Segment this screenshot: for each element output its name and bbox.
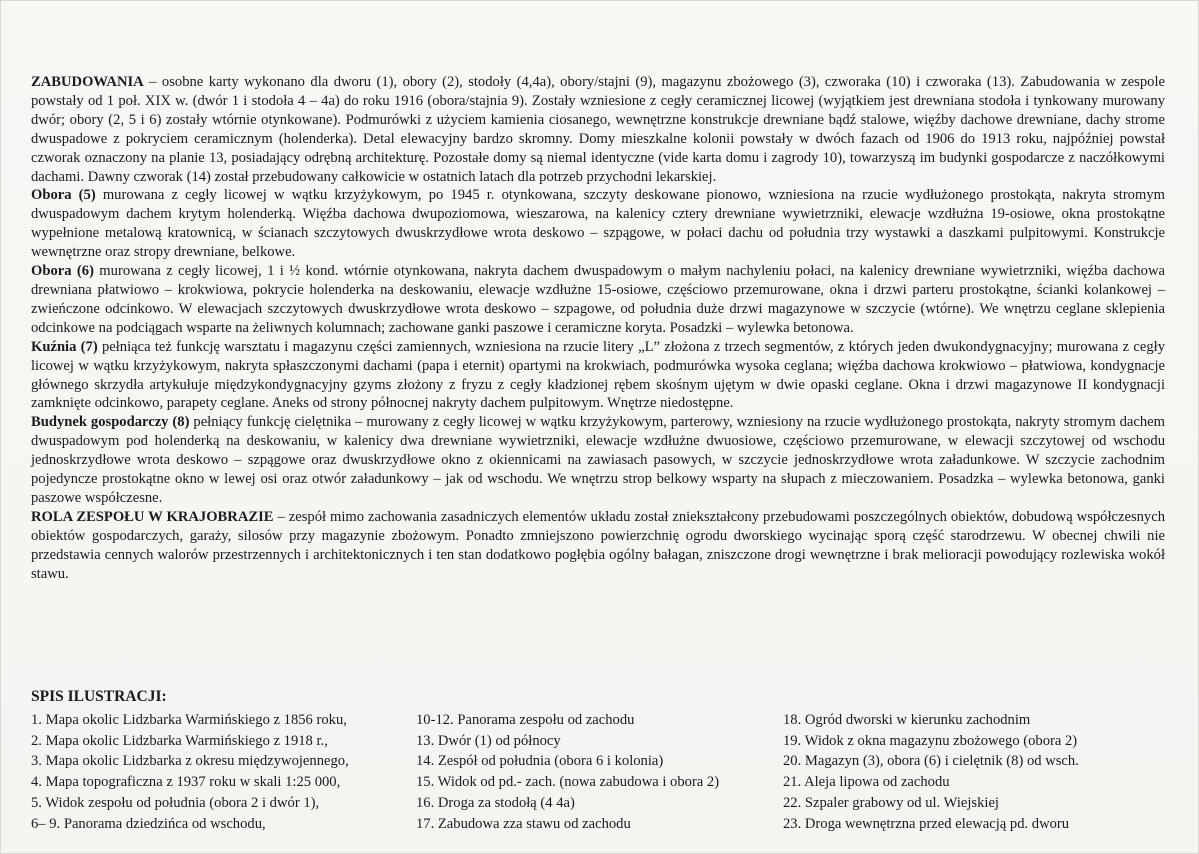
paragraph-lead: ROLA ZESPOŁU W KRAJOBRAZIE (31, 508, 274, 525)
illustrations-heading: SPIS ILUSTRACJI: (31, 688, 167, 705)
paragraph-lead: Obora (5) (31, 187, 96, 204)
illustration-item: 1. Mapa okolic Lidzbarka Warmińskiego z 1856 roku, (31, 712, 347, 728)
illustrations-column-2 (416, 710, 719, 834)
illustration-item: 22. Szpaler grabowy od ul. Wiejskiej (783, 794, 999, 811)
paragraph-body: pełniący funkcję cielętnika – murowany z cegły licowej w wątku krzyżykowym, parterowy, wzniesiony na rzucie wydłużonego prostokąta, nakryty stromym dachem dwuspadowym pod holenderką na deskowaniu, w kalenicy dwa drewniane wywietrzniki, elewacje wzdłużne dwuosiowe, częściowo przemurowane, w elewacji szczytowej od wschodu jednoskrzydłowe wrota deskowo – szpągowe oraz dwuskrzydłowe okno z okiennicami na zawiasach pasowych, w szczycie jednoskrzydłowe wrota załadunkowe. W szczycie zachodnim pojedyncze prostokątne okno w lewej osi oraz otwór załadunkowy – jak od wschodu. We wnętrzu strop belkowy wsparty na słupach z mieczowaniem. Posadzka – wylewka betonowa, ganki paszowe współczesne. (31, 414, 1165, 506)
illustration-item: 23. Droga wewnętrzna przed elewacją pd. dworu (783, 815, 1070, 832)
paragraph-lead: Budynek gospodarczy (8) (31, 414, 190, 431)
description-text (31, 73, 1165, 583)
illustration-item: 6– 9. Panorama dziedzińca od wschodu, (31, 815, 266, 832)
paragraph-lead: Obora (6) (31, 263, 94, 280)
illustration-item: 20. Magazyn (3), obora (6) i cielętnik (8) od wsch. (783, 753, 1079, 770)
paragraph-lead: Kuźnia (7) (31, 338, 98, 355)
paragraph-budynek-8 (31, 413, 1165, 508)
illustration-item: 15. Widok od pd.- zach. (nowa zabudowa i obora 2) (416, 774, 720, 791)
illustration-item: 13. Dwór (1) od północy (416, 732, 561, 749)
illustration-item: 14. Zespół od południa (obora 6 i kolonia) (416, 753, 664, 770)
illustrations-column-3 (783, 710, 1079, 834)
illustration-item: 18. Ogród dworski w kierunku zachodnim (783, 712, 1031, 728)
illustration-item: 4. Mapa topograficzna z 1937 roku w skali 1:25 000, (31, 774, 341, 791)
illustration-item: 17. Zabudowa zza stawu od zachodu (416, 815, 631, 832)
illustration-item: 21. Aleja lipowa od zachodu (783, 774, 950, 791)
illustration-item: 2. Mapa okolic Lidzbarka Warmińskiego z 1918 r., (31, 732, 328, 749)
illustration-item: 3. Mapa okolic Lidzbarka z okresu międzywojennego, (31, 753, 349, 770)
paragraph-kuznia-7 (31, 338, 1165, 414)
illustrations-column-1 (31, 710, 349, 834)
paragraph-rola-zespolu (31, 508, 1165, 584)
paragraph-body: – osobne karty wykonano dla dworu (1), obory (2), stodoły (4,4a), obory/stajni (9), magazynu zbożowego (3), czworaka (10) i czworaka (13). Zabudowania w zespole powstały od 1 poł. XIX w. (dwór 1 i stodoła 4 – 4a) do roku 1916 (obora/stajnia 9). Zostały wzniesione z cegły ceramicznej licowej (wyjątkiem jest drewniana stodoła i tynkowany murowany dwór; obory (2, 5 i 6) zostały wtórnie otynkowane). Podmurówki z użyciem kamienia ciosanego, wewnętrzne konstrukcje drewniane bądź stalowe, więźby dachowe drewniane, dachy strome dwuspadowe z pokryciem ceramicznym (holenderka). Detal elewacyjny bardzo skromny. Domy mieszkalne kolonii powstały w dwóch fazach od 1906 do 1913 roku, najpóźniej powstał czworak oznaczony na planie 13, posiadający odrębną architekturę. Pozostałe domy są niemal identyczne (vide karta domu i zagrody 10), towarzyszą im budynki gospodarcze z naczółkowymi dachami. Dawny czworak (14) został przebudowany całkowicie w ostatnich latach dla potrzeb przychodni lekarskiej. (31, 74, 1165, 185)
paragraph-body: murowana z cegły licowej w wątku krzyżykowym, po 1945 r. otynkowana, szczyty deskowane pionowo, wzniesiona na rzucie wydłużonego prostokąta, nakryta stromym dwuspadowym dachem krytym holenderką. Więźba dachowa dwupoziomowa, wieszarowa, na kalenicy cztery drewniane wywietrzniki, elewacje wzdłużna 19-osiowe, okna prostokątne wypełnione metalową kratownicą, w ścianach szczytowych dwuskrzydłowe wrota deskowo – szpągowe, w połaci dachu od południa trzy wystawki a daszkami pulpitowymi. Konstrukcje wewnętrzne oraz stropy drewniane, belkowe. (31, 187, 1165, 261)
illustration-item: 5. Widok zespołu od południa (obora 2 i dwór 1), (31, 794, 320, 811)
illustration-item: 19. Widok z okna magazynu zbożowego (obora 2) (783, 732, 1078, 749)
illustration-item: 10-12. Panorama zespołu od zachodu (416, 712, 635, 728)
paragraph-zabudowania (31, 73, 1165, 186)
paragraph-obora-6 (31, 262, 1165, 338)
paragraph-body: murowana z cegły licowej, 1 i ½ kond. wtórnie otynkowana, nakryta dachem dwuspadowym o małym nachyleniu połaci, na kalenicy drewniane wywietrzniki, więźba dachowa drewniana płatwiowo – krokwiowa, pokrycie holenderka na deskowaniu, elewacje wzdłużne 15-osiowe, częściowo przemurowane, okna i drzwi parteru prostokątne, ścianki kolankowej – zwieńczone odcinkowo. W elewacjach szczytowych dwuskrzydłowe wrota deskowo – szpagowe, od południa duże drzwi magazynowe w szczycie (wtórne). We wnętrzu ceglane sklepienia odcinkowe na podciągach wsparte na żeliwnych kolumnach; zachowane ganki paszowe i ceramiczne koryta. Posadzki – wylewka betonowa. (31, 263, 1165, 336)
paragraph-body: – zespół mimo zachowania zasadniczych elementów układu został zniekształcony przebudowami poszczególnych obiektów, dobudową współczesnych obiektów gospodarczych, garaży, silosów przy magazynie zbożowym. Ponadto zmniejszono powierzchnię ogrodu dworskiego wycinając sporą część starodrzewu. W obecnej chwili nie przedstawia cennych walorów przestrzennych i architektonicznych i ten stan dodatkowo pogłębia ogólny bałagan, zniszczone drogi wewnętrzne i brak melioracji powodujący rozlewiska wokół stawu. (31, 508, 1166, 582)
paragraph-body: pełniąca też funkcję warsztatu i magazynu części zamiennych, wzniesiona na rzucie litery „L” złożona z trzech segmentów, z których jeden dwukondygnacyjny; murowana z cegły licowej w wątku krzyżykowym, nakryta spłaszczonymi dachami (papa i eternit) opartymi na krokwiach, podmurówka wysoka ceglana; więźba dachowa krokwiowo – płatwiowa, kondygnacje głównego skrzydła artykułuje międzykondygnacyjny gzyms złożony z fryzu z cegły kładzionej rębem skośnym ujętym w dwie opaski ceglane. Okna i drzwi magazynowe II kondygnacji zamknięte odcinkowo, parapety ceglane. Aneks od strony północnej nakryty dachem pulpitowym. Wnętrze niedostępne. (31, 338, 1166, 412)
paragraph-lead: ZABUDOWANIA (31, 74, 144, 90)
illustration-item: 16. Droga za stodołą (4 4a) (416, 794, 575, 811)
paragraph-obora-5 (31, 186, 1165, 262)
